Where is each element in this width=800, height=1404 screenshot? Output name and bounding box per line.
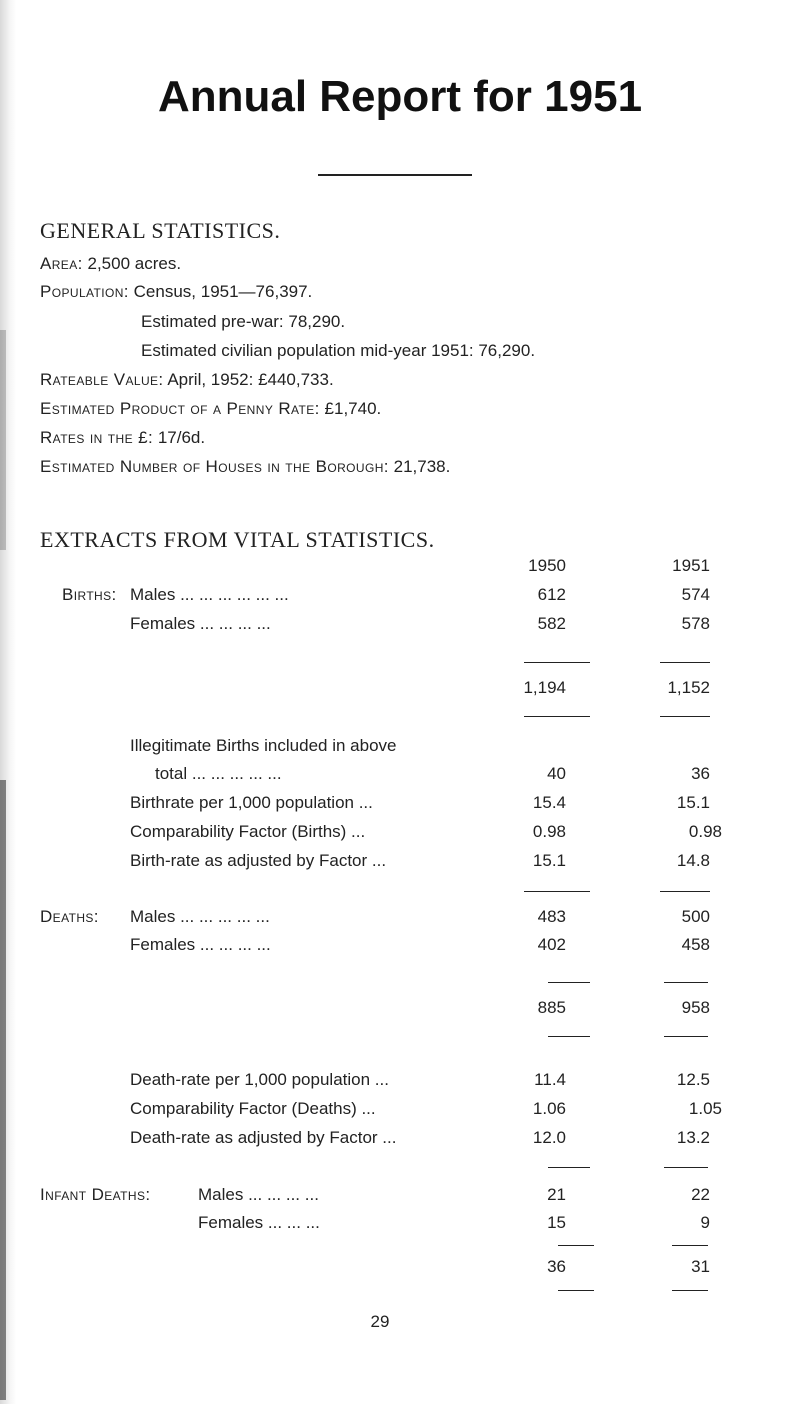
page-title: Annual Report for 1951 <box>157 72 643 121</box>
penny-label: Estimated Product of a Penny Rate: <box>40 399 320 418</box>
births-total-rule <box>524 662 590 663</box>
comparability-deaths-1950: 1.06 <box>532 1099 566 1118</box>
deathrate-adjusted-1950: 12.0 <box>532 1128 566 1147</box>
vital-statistics-heading: EXTRACTS FROM VITAL STATISTICS. <box>40 527 435 552</box>
births-total-1951: 1,152 <box>667 678 710 697</box>
deathrate-adjusted-1951: 13.2 <box>676 1128 710 1147</box>
comparability-deaths-1951: 1.05 <box>688 1099 722 1118</box>
area-value: 2,500 acres. <box>87 254 182 273</box>
infant-females-1950: 15 <box>547 1213 566 1232</box>
comparability-births-1950: 0.98 <box>532 822 566 841</box>
illegitimate-label-total: total ... ... ... ... ... <box>155 764 282 783</box>
page-number: 29 <box>370 1312 390 1331</box>
penny-value: £1,740. <box>324 399 382 418</box>
deaths-males-1950: 483 <box>537 907 566 926</box>
deaths-total-1950: 885 <box>537 998 566 1017</box>
deaths-total-1951: 958 <box>681 998 710 1017</box>
comparability-births-1951: 0.98 <box>688 822 722 841</box>
title-rule <box>318 174 472 176</box>
infant-females-label: Females ... ... ... <box>198 1213 320 1232</box>
penny-rate-line <box>40 399 381 419</box>
deaths-females-1950: 402 <box>537 935 566 954</box>
birthrate-adjusted-1951: 14.8 <box>676 851 710 870</box>
births-total-rule <box>660 716 710 717</box>
birthrate-label: Birthrate per 1,000 population ... <box>130 793 373 812</box>
population-census: Census, 1951—76,397. <box>133 282 313 301</box>
column-header-1951: 1951 <box>672 556 710 575</box>
births-males-label: Males ... ... ... ... ... ... <box>130 585 289 604</box>
deathrate-adjusted-label: Death-rate as adjusted by Factor ... <box>130 1128 397 1147</box>
deaths-males-1951: 500 <box>681 907 710 926</box>
births-males-1951: 574 <box>681 585 710 604</box>
infant-total-rule <box>558 1245 594 1246</box>
births-total-rule <box>660 662 710 663</box>
rates-value: 17/6d. <box>157 428 206 447</box>
births-females-1951: 578 <box>681 614 710 633</box>
houses-value: 21,738. <box>393 457 451 476</box>
infant-total-rule <box>672 1290 708 1291</box>
comparability-births-label: Comparability Factor (Births) ... <box>130 822 366 841</box>
column-header-1950: 1950 <box>528 556 566 575</box>
section-rule <box>664 1167 708 1168</box>
section-rule <box>548 1167 590 1168</box>
infant-total-1950: 36 <box>547 1257 566 1276</box>
birthrate-1951: 15.1 <box>676 793 710 812</box>
rateable-value: April, 1952: £440,733. <box>167 370 334 389</box>
section-rule <box>524 891 590 892</box>
births-label: Births: <box>62 585 117 604</box>
deaths-total-rule <box>548 1036 590 1037</box>
births-females-1950: 582 <box>537 614 566 633</box>
rates-line <box>40 428 205 448</box>
houses-label: Estimated Number of Houses in the Borough: <box>40 457 389 476</box>
population-line <box>40 282 312 302</box>
illegitimate-1950: 40 <box>547 764 566 783</box>
infant-males-1950: 21 <box>547 1185 566 1204</box>
deaths-females-1951: 458 <box>681 935 710 954</box>
births-total-rule <box>524 716 590 717</box>
birthrate-1950: 15.4 <box>532 793 566 812</box>
infant-total-1951: 31 <box>691 1257 710 1276</box>
infant-males-1951: 22 <box>691 1185 710 1204</box>
scan-edge-mark <box>0 330 6 550</box>
area-line <box>40 254 181 274</box>
deathrate-1950: 11.4 <box>534 1070 566 1089</box>
general-statistics-heading: GENERAL STATISTICS. <box>40 218 281 243</box>
deaths-females-label: Females ... ... ... ... <box>130 935 271 954</box>
birthrate-adjusted-label: Birth-rate as adjusted by Factor ... <box>130 851 387 870</box>
population-midyear: Estimated civilian population mid-year 1951: 76,290. <box>141 341 536 360</box>
birthrate-adjusted-1950: 15.1 <box>532 851 566 870</box>
area-label: Area: <box>40 254 83 273</box>
rates-label: Rates in the £: <box>40 428 154 447</box>
rateable-label: Rateable Value: <box>40 370 164 389</box>
deaths-males-label: Males ... ... ... ... ... <box>130 907 270 926</box>
population-label: Population: <box>40 282 129 301</box>
deaths-total-rule <box>548 982 590 983</box>
births-total-1950: 1,194 <box>523 678 566 697</box>
rateable-value-line <box>40 370 334 390</box>
births-males-1950: 612 <box>537 585 566 604</box>
illegitimate-label: Illegitimate Births included in above <box>130 736 397 755</box>
infant-deaths-label: Infant Deaths: <box>40 1185 151 1204</box>
illegitimate-1951: 36 <box>691 764 710 783</box>
comparability-deaths-label: Comparability Factor (Deaths) ... <box>130 1099 376 1118</box>
infant-total-rule <box>672 1245 708 1246</box>
infant-males-label: Males ... ... ... ... <box>198 1185 319 1204</box>
deathrate-1951: 12.5 <box>676 1070 710 1089</box>
houses-line <box>40 457 450 477</box>
births-females-label: Females ... ... ... ... <box>130 614 271 633</box>
infant-total-rule <box>558 1290 594 1291</box>
deaths-total-rule <box>664 1036 708 1037</box>
scan-edge-mark <box>0 780 6 1400</box>
population-prewar: Estimated pre-war: 78,290. <box>141 312 346 331</box>
infant-females-1951: 9 <box>700 1213 710 1232</box>
deaths-total-rule <box>664 982 708 983</box>
section-rule <box>660 891 710 892</box>
deaths-label: Deaths: <box>40 907 99 926</box>
deathrate-label: Death-rate per 1,000 population ... <box>130 1070 389 1089</box>
